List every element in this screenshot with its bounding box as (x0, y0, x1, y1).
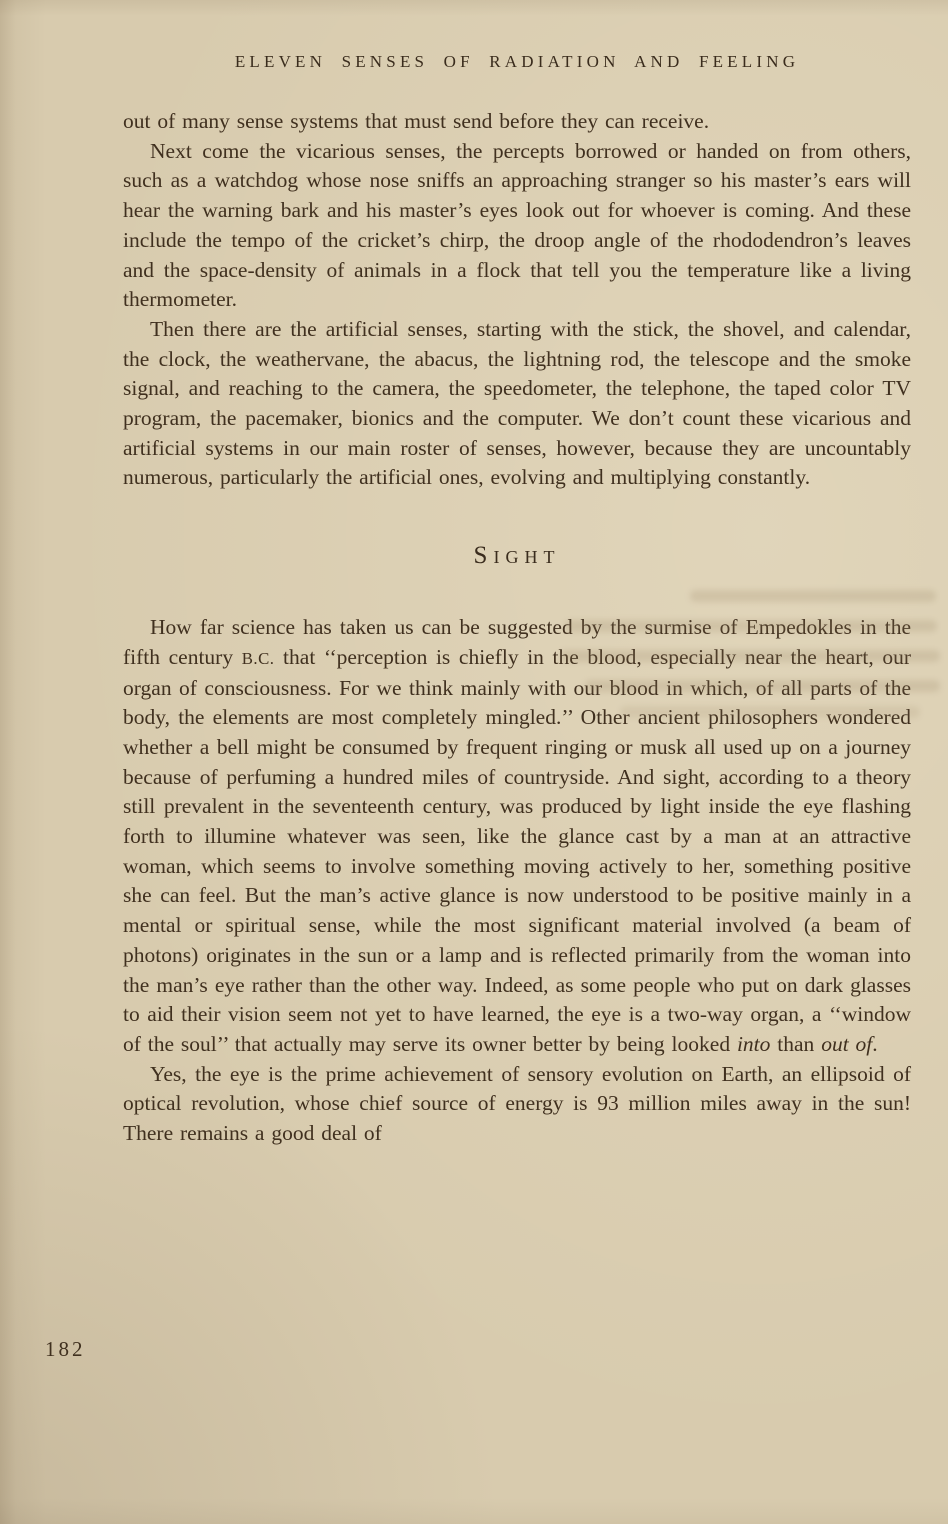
show-through-text (560, 650, 940, 662)
show-through-text (585, 680, 940, 692)
paragraph: Next come the vicarious senses, the percepts borrowed or handed on from others, such as a watchdog whose nose sniffs an approaching stranger so his master’s ears will hear the warning bark and his master’s eyes look out for whoever is coming. And these include the tempo of the cricket’s chirp, the droop angle of the rhododendron’s leaves and the space-density of animals in a flock that tell you the temperature like a living thermometer. (123, 138, 911, 312)
running-header: ELEVEN SENSES OF RADIATION AND FEELING (234, 52, 800, 71)
show-through-text (690, 590, 936, 602)
page-number: 182 (45, 1337, 86, 1361)
show-through-text (565, 620, 937, 632)
paragraph: How far science has taken us can be suggested by the surmise of Empedokles in the fifth century B.C. that ‘‘perception is chiefly in the blood, especially near the heart, our organ of consciousness. For we think mainly with our blood in which, of all parts of the body, the elements are most completely mingled.’’ Other ancient philosophers wondered whether a bell might be consumed by frequent ringing or musk all used up on a journey because of perfuming a hundred miles of countryside. And sight, according to a theory still prevalent in the seventeenth century, was produced by light inside the eye flashing forth to illumine whatever was seen, like the glance cast by a man at an attractive woman, which seems to involve something moving actively to her, something positive she can feel. But the man’s active glance is now understood to be positive mainly in a mental or spiritual sense, while the most significant material involved (a beam of photons) originates in the sun or a lamp and is reflected primarily from the woman into the man’s eye rather than the other way. Indeed, as some people who put on dark glasses to aid their vision seem not yet to have learned, the eye is a two-way organ, a ‘‘window of the soul’’ that actually may serve its owner better by being looked into than out of. (123, 615, 911, 1056)
paragraph: Yes, the eye is the prime achievement of sensory evolution on Earth, an ellipsoid of optical revolution, whose chief source of energy is 93 million miles away in the sun! There remains a good deal of (123, 1061, 911, 1146)
section-heading: Sight (473, 542, 561, 570)
show-through-text (620, 706, 920, 718)
paragraph: out of many sense systems that must send before they can receive. (123, 109, 710, 133)
paragraph: Then there are the artificial senses, starting with the stick, the shovel, and calendar, the clock, the weathervane, the abacus, the lightning rod, the telescope and the smoke signal, and reaching to the camera, the speedometer, the telephone, the taped color TV program, the pacemaker, bionics and the computer. We don’t count these vicarious and artificial systems in our main roster of senses, however, because they are uncountably numerous, particularly the artificial ones, evolving and multiplying constantly. (123, 316, 911, 490)
